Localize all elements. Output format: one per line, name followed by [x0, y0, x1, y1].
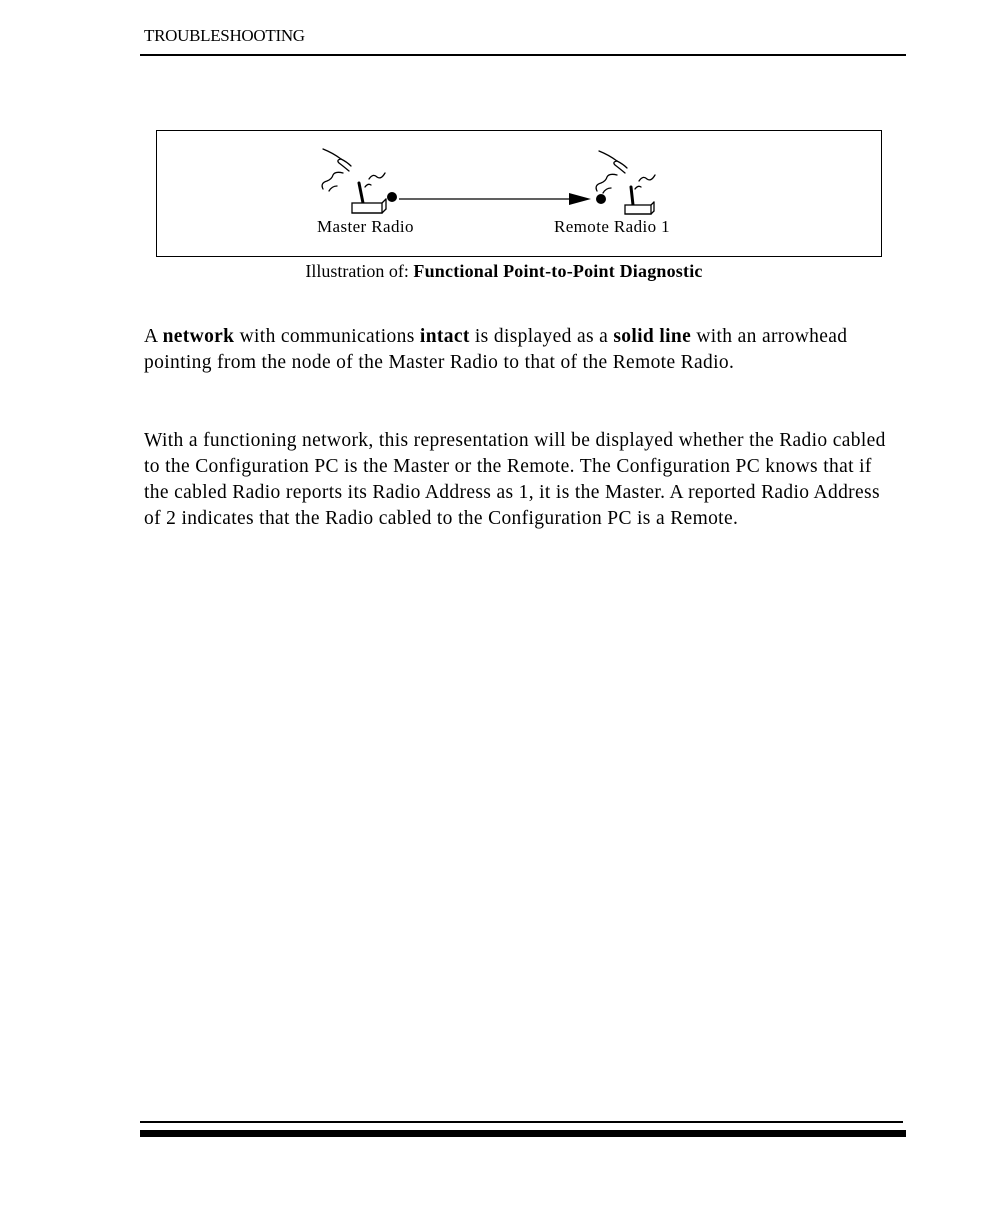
- caption-title: Functional Point-to-Point Diagnostic: [413, 261, 703, 281]
- para1-bold-network: network: [162, 326, 235, 347]
- paragraph-2: With a functioning network, this representation will be displayed whether the Radio cabled to the Configuration PC is the Master or the Remote. The Configuration PC knows that if the cabled Radio reports its Radio Address as 1, it is the Master. A reported Radio Address of 2 indicates that the Radio cabled to the Configuration PC is a Remote.: [144, 430, 886, 529]
- footer-rule-thin: [140, 1121, 903, 1123]
- point-to-point-diagram: [157, 131, 883, 258]
- paragraph-1: [144, 324, 894, 376]
- figure-caption: [0, 261, 1008, 282]
- master-radio-icon: [322, 149, 386, 213]
- remote-radio-icon: [596, 151, 655, 214]
- master-node-dot: [387, 192, 397, 202]
- remote-radio-label: Remote Radio 1: [554, 217, 671, 236]
- para1-text-3: is displayed as a: [469, 326, 614, 347]
- diagram-box: [156, 130, 882, 257]
- master-radio-label: Master Radio: [317, 217, 414, 236]
- para1-text-4: with an arrowhead pointing from the node of the Master Radio to that of the Remote Radio.: [144, 326, 848, 373]
- para1-bold-intact: intact: [419, 326, 470, 347]
- para1-text-2: with communications: [234, 326, 420, 347]
- header-rule: [140, 54, 906, 56]
- footer-rule-thick: [140, 1130, 906, 1137]
- arrowhead: [569, 193, 591, 205]
- header-title: TROUBLESHOOTING: [144, 26, 305, 45]
- para1-text-1: A: [144, 326, 163, 347]
- caption-prefix: Illustration of:: [305, 261, 414, 281]
- para1-bold-solid-line: solid line: [613, 326, 692, 347]
- remote-node-dot: [596, 194, 606, 204]
